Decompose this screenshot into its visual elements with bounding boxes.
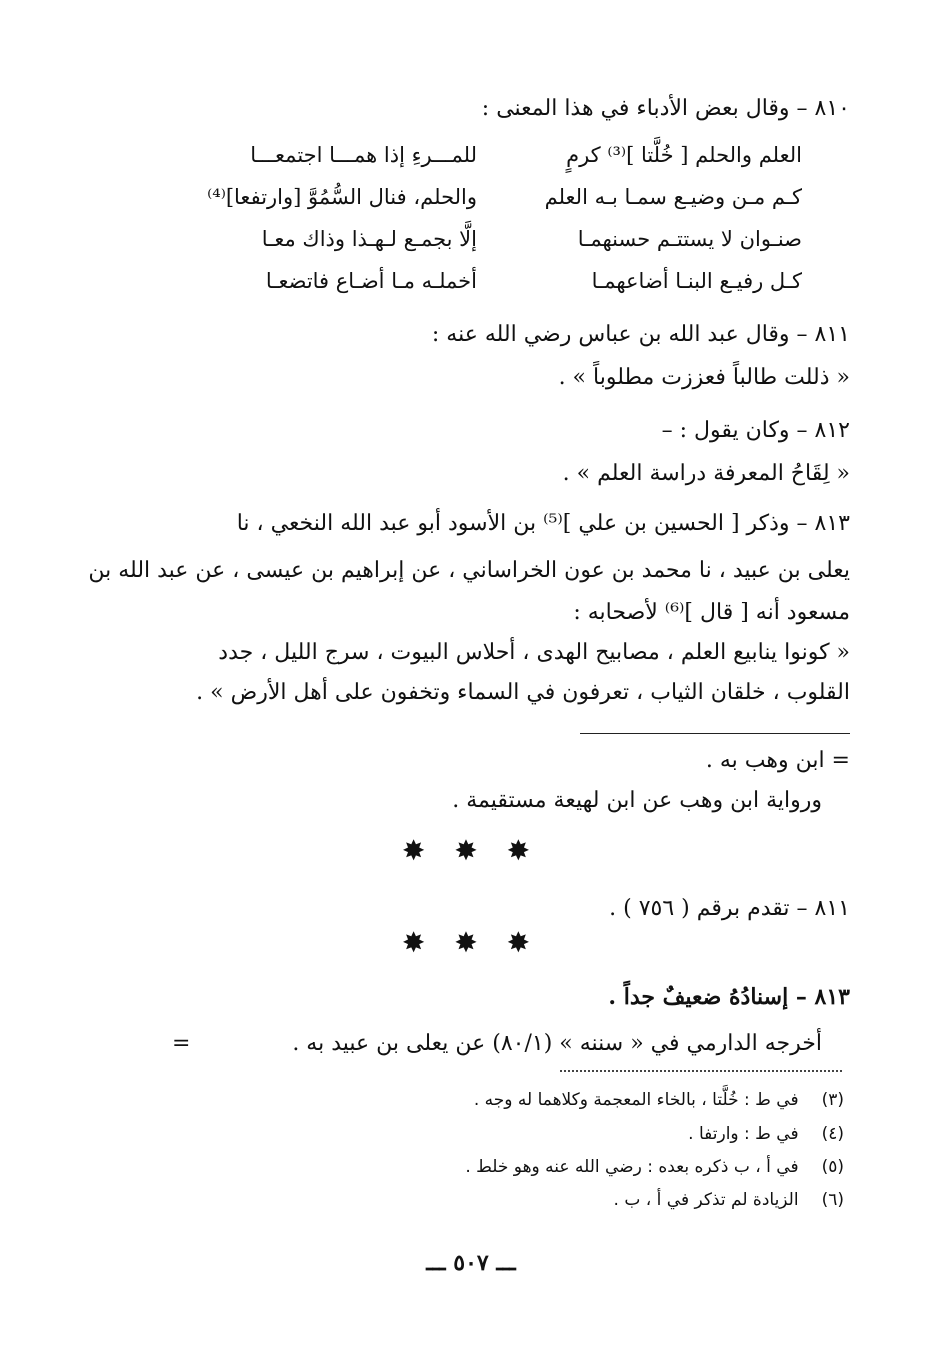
commentary-separator xyxy=(580,733,850,734)
footnote-text: الزيادة لم تذكر في أ ، ب . xyxy=(613,1190,799,1210)
footnote-number: (٤) xyxy=(821,1124,844,1144)
section-stars-2: ✸ ✸ ✸ xyxy=(401,926,541,959)
entry-813-line-2: يعلى بن عبيد ، نا محمد بن عون الخراساني ، عن إبراهيم بن عيسى ، عن عبد الله بن xyxy=(88,558,850,583)
continuation-mark: = xyxy=(172,1031,191,1056)
verse-4-left: أخملـه مـا أضـاع فاتضعـا xyxy=(265,269,477,293)
footnote-3 xyxy=(474,1090,844,1110)
verse-3-left: إلَّا بجمـع لـهـذا وذاك معـا xyxy=(261,227,477,251)
footnote-number: (٦) xyxy=(821,1190,844,1210)
verse-2-right: كـم مـن وضيـع سمـا بـه العلم xyxy=(544,185,802,209)
entry-813-line-3: مسعود أنه [ قال ]⁽⁶⁾ لأصحابه : xyxy=(573,600,850,625)
verse-2-left: والحلم، فنال السُّمُوَّ [وارتفعا]⁽⁴⁾ xyxy=(207,185,477,209)
footnote-text: في أ ، ب ذكره بعده : رضي الله عنه وهو خلط . xyxy=(465,1157,799,1177)
commentary-811: ٨١١ – تقدم برقم ( ٧٥٦ ) . xyxy=(609,896,850,921)
entry-813-line-4: « كونوا ينابيع العلم ، مصابيح الهدى ، أحلاس البيوت ، سرج الليل ، جدد xyxy=(218,640,850,665)
footnote-6 xyxy=(614,1190,844,1210)
entry-813-line-1: ٨١٣ – وذكر [ الحسين بن علي ]⁽⁵⁾ بن الأسود أبو عبد الله النخعي ، نا xyxy=(236,511,850,536)
footnote-number: (٣) xyxy=(821,1090,844,1110)
section-stars-1: ✸ ✸ ✸ xyxy=(401,834,541,867)
commentary-line-2: ورواية ابن وهب عن ابن لهيعة مستقيمة . xyxy=(452,788,822,813)
footnote-text: في ط : خُلَّتا ، بالخاء المعجمة وكلاهما له وجه . xyxy=(473,1090,799,1110)
entry-813-line-5: القلوب ، خلقان الثياب ، تعرفون في السماء وتخفون على أهل الأرض » . xyxy=(196,680,850,705)
footnote-separator xyxy=(560,1070,842,1072)
verse-1-right: العلم والحلم [ خُلَّتا ]⁽³⁾ كرمٍ xyxy=(566,143,802,167)
footnote-5 xyxy=(465,1157,844,1177)
entry-810-heading: ٨١٠ – وقال بعض الأدباء في هذا المعنى : xyxy=(481,96,850,121)
commentary-813-heading: ٨١٣ – إسنادُهُ ضعيفٌ جداً . xyxy=(608,984,850,1010)
footnote-4 xyxy=(688,1124,844,1144)
verse-3-right: صنـوان لا يستتـم حسنهمـا xyxy=(577,227,802,251)
footnote-text: في ط : وارتفا . xyxy=(688,1124,799,1144)
entry-812-quote: « لِقَاحُ المعرفة دراسة العلم » . xyxy=(562,461,850,486)
entry-811-heading: ٨١١ – وقال عبد الله بن عباس رضي الله عنه : xyxy=(431,322,850,347)
verse-1-left: للمـــرءِ إذا همـــا اجتمعـــا xyxy=(250,143,477,167)
commentary-813-body: أخرجه الدارمي في « سننه » (٨٠/١) عن يعلى بن عبيد به . xyxy=(292,1031,822,1056)
footnote-number: (٥) xyxy=(821,1157,844,1177)
verse-4-right: كـل رفيـع البنـا أضاعهمـا xyxy=(591,269,802,293)
entry-811-quote: « ذللت طالباً فعززت مطلوباً » . xyxy=(558,365,850,390)
page-number: ـــ ٥٠٧ ـــ xyxy=(426,1250,516,1276)
commentary-line-1: = ابن وهب به . xyxy=(705,748,850,773)
entry-812-heading: ٨١٢ – وكان يقول : – xyxy=(661,418,850,443)
